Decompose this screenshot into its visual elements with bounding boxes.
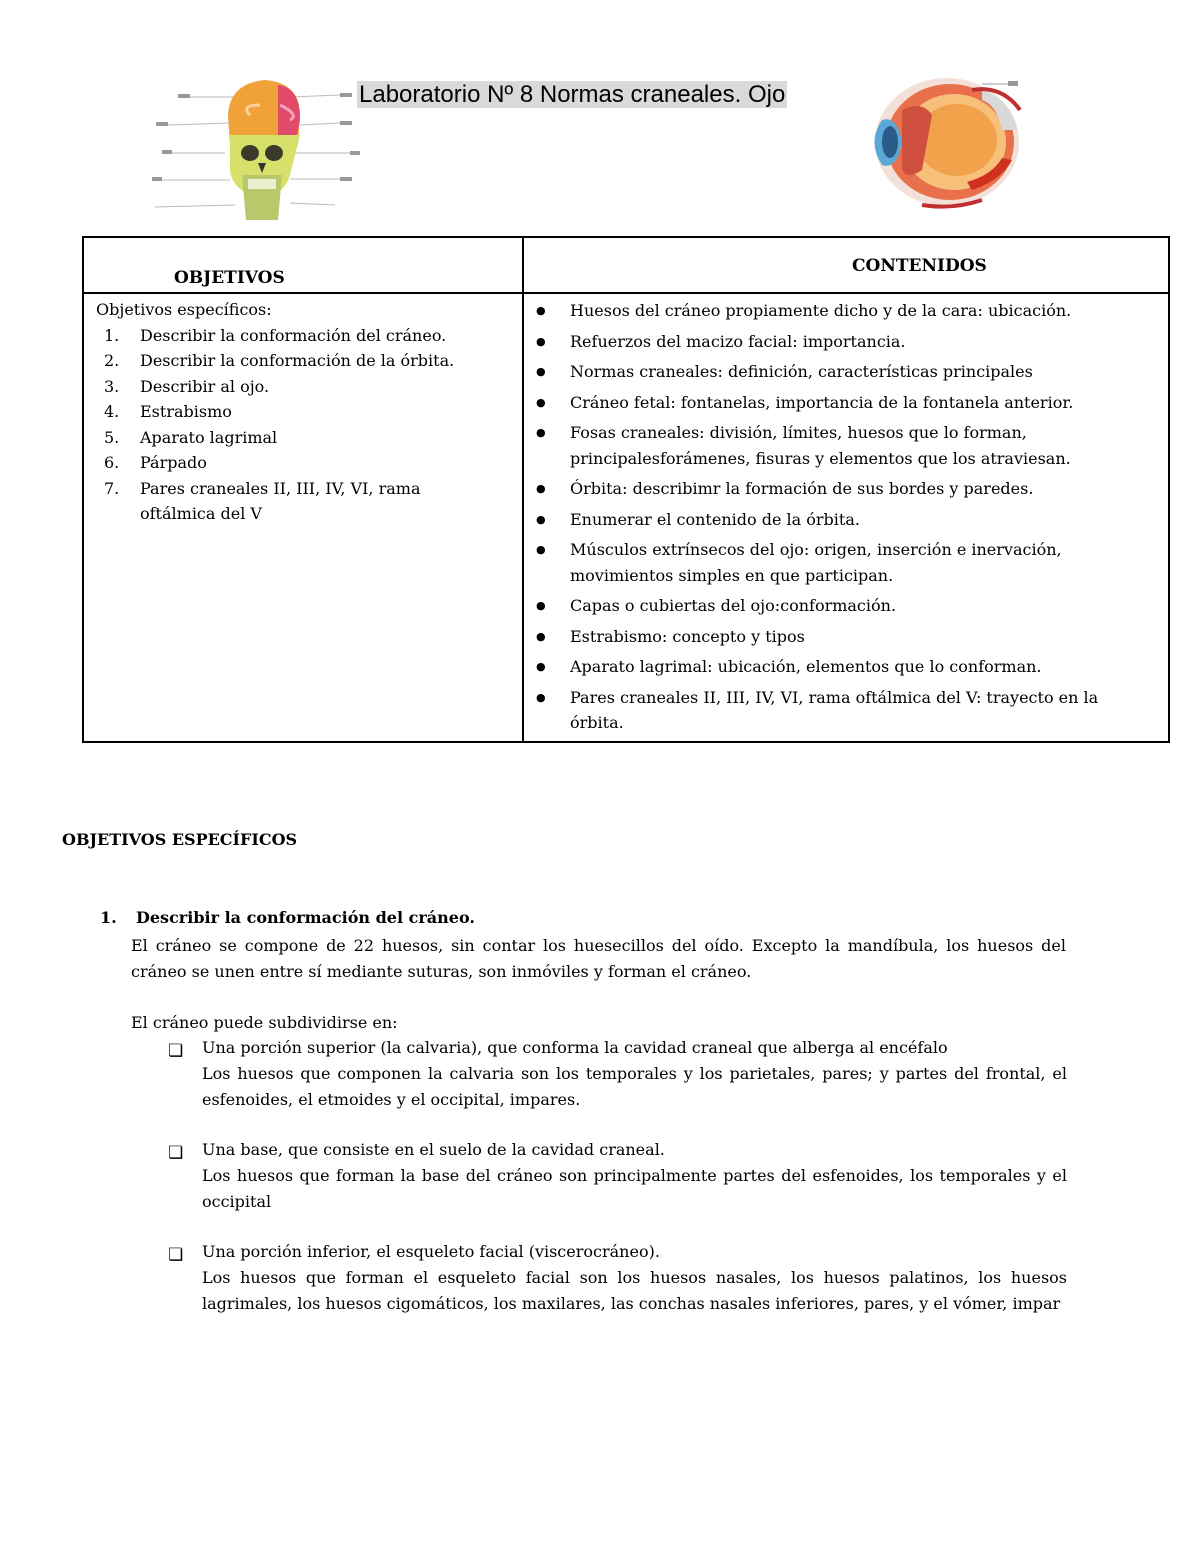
objectives-list <box>96 323 522 527</box>
objective-item: 4. Estrabismo <box>104 402 232 421</box>
objectives-header: OBJETIVOS <box>174 268 285 288</box>
eye-image <box>862 70 1022 212</box>
objective-item: 1. Describir la conformación del cráneo. <box>104 325 447 345</box>
content-item: ● Huesos del cráneo propiamente dicho y de la cara: ubicación. <box>524 298 1148 324</box>
content-item: ● Aparato lagrimal: ubicación, elementos que lo conforman. <box>524 654 1148 680</box>
content-item: ● Normas craneales: definición, características principales <box>524 359 1148 385</box>
objective-item: 7. Pares craneales II, III, IV, VI, rama oftálmica del V <box>104 478 421 523</box>
objective-item: 6. Párpado <box>104 453 207 472</box>
content-item: ● Estrabismo: concepto y tipos <box>524 624 1148 650</box>
paragraph: El cráneo puede subdividirse en: <box>131 1013 398 1032</box>
checkbox-arrow-icon: ❏ <box>168 1143 184 1163</box>
contents-header-cell <box>523 237 1169 293</box>
objectives-header-cell <box>83 237 523 293</box>
objectives-contents-table <box>82 236 1170 743</box>
objective-item: 2. Describir la conformación de la órbita. <box>104 351 455 370</box>
objective-item: 5. Aparato lagrimal <box>104 427 278 447</box>
content-item: ● Fosas craneales: división, límites, huesos que lo forman, principalesforámenes, fisuras y elementos que los atraviesan. <box>524 420 1148 471</box>
objectives-cell <box>83 293 523 742</box>
content-item: ● Pares craneales II, III, IV, VI, rama oftálmica del V: trayecto en la órbita. <box>524 685 1148 736</box>
subsection-heading: 1. Describir la conformación del cráneo. <box>100 908 475 927</box>
content-item: ● Capas o cubiertas del ojo:conformación. <box>524 593 1148 619</box>
paragraph: El cráneo se compone de 22 huesos, sin contar los huesecillos del oído. Excepto la mandíbula, los huesos del cráneo se unen entre sí mediante suturas, son inmóviles y forman el cráneo. <box>131 936 1066 981</box>
content-item: ● Enumerar el contenido de la órbita. <box>524 507 1148 533</box>
content-item: ● Músculos extrínsecos del ojo: origen, inserción e inervación, movimientos simples en que participan. <box>524 537 1148 588</box>
contents-header: CONTENIDOS <box>852 256 987 276</box>
contents-list <box>524 298 1148 736</box>
page-title: Laboratorio Nº 8 Normas craneales. Ojo <box>359 81 786 108</box>
checkbox-arrow-icon: ❏ <box>168 1245 184 1265</box>
checkbox-arrow-icon: ❏ <box>168 1041 184 1061</box>
section-title: OBJETIVOS ESPECÍFICOS <box>62 830 298 849</box>
content-item: ● Órbita: describimr la formación de sus bordes y paredes. <box>524 476 1148 502</box>
contents-cell <box>523 293 1169 742</box>
objective-item: 3. Describir al ojo. <box>104 376 270 396</box>
objectives-intro: Objetivos específicos: <box>96 300 272 319</box>
content-item: ● Refuerzos del macizo facial: importancia. <box>524 329 1148 355</box>
skull-image <box>150 75 365 230</box>
content-item: ● Cráneo fetal: fontanelas, importancia de la fontanela anterior. <box>524 390 1148 416</box>
